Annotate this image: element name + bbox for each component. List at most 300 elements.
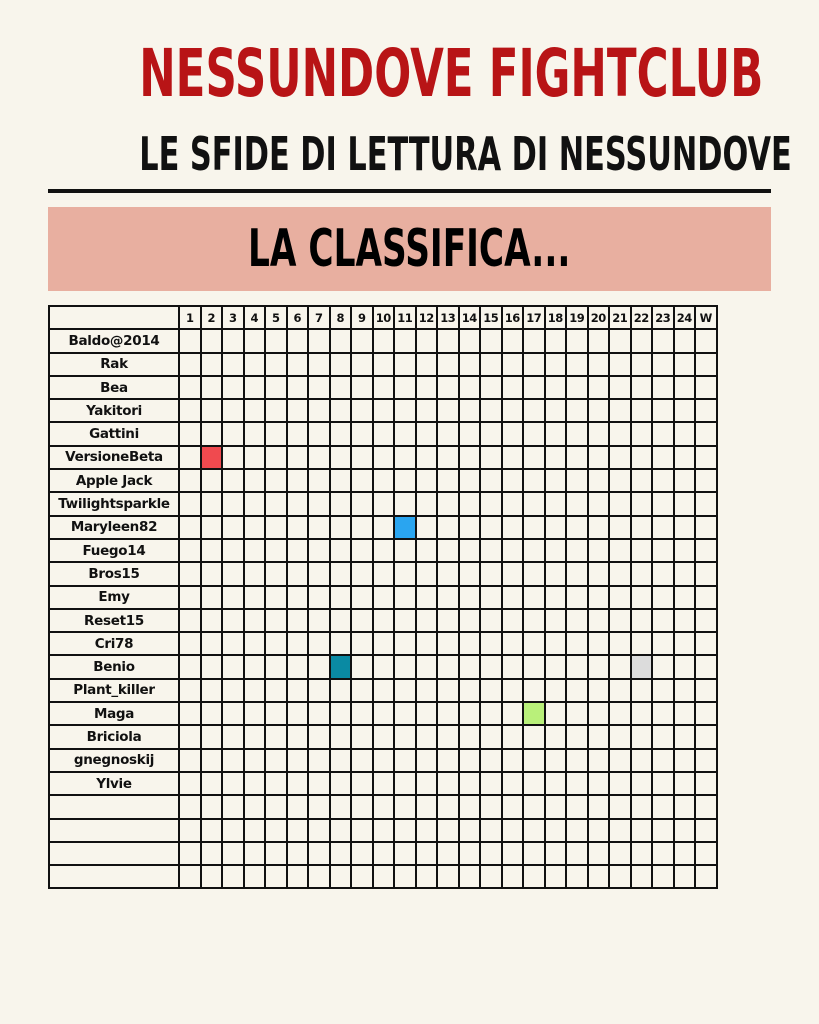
score-cell xyxy=(609,376,631,399)
ranking-table xyxy=(48,305,718,889)
score-cell xyxy=(222,399,244,422)
score-cell xyxy=(201,865,223,888)
score-cell xyxy=(222,679,244,702)
score-cell xyxy=(265,469,287,492)
score-cell xyxy=(394,655,416,678)
score-cell xyxy=(566,842,588,865)
page-subtitle: LE SFIDE DI LETTURA DI NESSUNDOVE xyxy=(139,127,792,181)
score-cell xyxy=(459,422,481,445)
score-cell xyxy=(287,399,309,422)
score-cell xyxy=(480,655,502,678)
score-cell xyxy=(631,586,653,609)
score-cell xyxy=(502,376,524,399)
score-cell xyxy=(695,469,717,492)
score-cell xyxy=(652,702,674,725)
score-cell xyxy=(287,725,309,748)
score-cell xyxy=(588,609,610,632)
score-cell xyxy=(437,772,459,795)
score-cell xyxy=(222,562,244,585)
score-cell xyxy=(222,655,244,678)
score-cell xyxy=(394,819,416,842)
score-cell xyxy=(631,562,653,585)
score-cell xyxy=(351,609,373,632)
score-cell xyxy=(566,422,588,445)
participant-name: Bea xyxy=(49,376,179,399)
score-cell xyxy=(502,492,524,515)
score-cell xyxy=(566,469,588,492)
score-cell xyxy=(631,772,653,795)
score-cell xyxy=(351,586,373,609)
score-cell xyxy=(502,749,524,772)
score-cell xyxy=(373,492,395,515)
score-cell xyxy=(609,725,631,748)
column-header: 6 xyxy=(287,306,309,329)
score-cell xyxy=(545,329,567,352)
score-cell xyxy=(545,725,567,748)
score-cell xyxy=(373,329,395,352)
score-cell xyxy=(373,376,395,399)
score-cell xyxy=(179,842,201,865)
score-cell xyxy=(330,609,352,632)
score-cell xyxy=(695,399,717,422)
score-cell xyxy=(566,586,588,609)
score-cell xyxy=(308,492,330,515)
score-cell xyxy=(179,702,201,725)
score-cell xyxy=(394,353,416,376)
score-cell xyxy=(523,353,545,376)
score-cell xyxy=(609,749,631,772)
score-cell xyxy=(652,819,674,842)
score-cell xyxy=(459,562,481,585)
score-cell xyxy=(222,702,244,725)
score-cell xyxy=(244,446,266,469)
score-cell xyxy=(523,865,545,888)
score-cell xyxy=(201,469,223,492)
score-cell xyxy=(351,749,373,772)
score-cell xyxy=(244,819,266,842)
score-cell xyxy=(674,842,696,865)
score-cell xyxy=(201,842,223,865)
score-cell xyxy=(631,516,653,539)
table-row xyxy=(49,492,717,515)
score-cell xyxy=(437,353,459,376)
score-cell xyxy=(308,422,330,445)
score-cell xyxy=(523,725,545,748)
score-cell xyxy=(373,819,395,842)
score-cell xyxy=(523,562,545,585)
score-cell xyxy=(523,679,545,702)
score-cell xyxy=(523,516,545,539)
score-cell xyxy=(437,539,459,562)
score-cell xyxy=(308,749,330,772)
score-cell xyxy=(201,329,223,352)
score-cell xyxy=(459,749,481,772)
score-cell xyxy=(287,819,309,842)
score-cell xyxy=(373,446,395,469)
score-cell xyxy=(287,749,309,772)
score-cell xyxy=(523,376,545,399)
score-cell xyxy=(480,353,502,376)
score-cell xyxy=(502,655,524,678)
score-cell xyxy=(351,562,373,585)
score-cell xyxy=(502,865,524,888)
score-cell xyxy=(308,329,330,352)
score-cell xyxy=(566,725,588,748)
score-cell xyxy=(502,469,524,492)
score-cell xyxy=(222,795,244,818)
score-cell xyxy=(287,586,309,609)
score-cell xyxy=(502,795,524,818)
score-cell xyxy=(502,702,524,725)
score-cell xyxy=(287,353,309,376)
table-row xyxy=(49,329,717,352)
score-cell xyxy=(545,376,567,399)
score-cell xyxy=(394,492,416,515)
score-cell xyxy=(265,772,287,795)
score-cell xyxy=(588,772,610,795)
score-cell xyxy=(480,842,502,865)
participant-name xyxy=(49,842,179,865)
score-cell xyxy=(222,469,244,492)
score-cell xyxy=(523,399,545,422)
score-cell xyxy=(652,539,674,562)
score-cell xyxy=(244,749,266,772)
score-cell xyxy=(609,679,631,702)
score-cell xyxy=(201,516,223,539)
score-cell xyxy=(674,446,696,469)
table-row xyxy=(49,446,717,469)
score-cell xyxy=(588,492,610,515)
column-header: 8 xyxy=(330,306,352,329)
score-cell xyxy=(502,725,524,748)
score-cell xyxy=(523,819,545,842)
column-header: 13 xyxy=(437,306,459,329)
score-cell xyxy=(201,492,223,515)
score-cell xyxy=(459,842,481,865)
score-cell xyxy=(330,679,352,702)
score-cell xyxy=(631,329,653,352)
score-cell xyxy=(351,422,373,445)
score-cell xyxy=(373,562,395,585)
score-cell xyxy=(566,492,588,515)
score-cell xyxy=(523,842,545,865)
score-cell xyxy=(373,679,395,702)
score-cell xyxy=(545,702,567,725)
score-cell xyxy=(609,772,631,795)
score-cell xyxy=(244,353,266,376)
table-row xyxy=(49,609,717,632)
column-header: 9 xyxy=(351,306,373,329)
score-cell xyxy=(437,749,459,772)
score-cell xyxy=(244,609,266,632)
score-cell xyxy=(222,865,244,888)
score-cell xyxy=(652,655,674,678)
score-cell xyxy=(287,772,309,795)
score-cell xyxy=(480,819,502,842)
score-cell xyxy=(631,376,653,399)
score-cell xyxy=(222,819,244,842)
score-cell xyxy=(330,422,352,445)
score-cell xyxy=(201,539,223,562)
score-cell xyxy=(394,725,416,748)
score-cell xyxy=(394,632,416,655)
score-cell xyxy=(674,562,696,585)
score-cell xyxy=(351,516,373,539)
score-cell xyxy=(394,865,416,888)
score-cell xyxy=(394,446,416,469)
score-cell xyxy=(244,422,266,445)
table-row xyxy=(49,865,717,888)
score-cell xyxy=(631,539,653,562)
score-cell xyxy=(674,516,696,539)
column-header: 22 xyxy=(631,306,653,329)
score-cell xyxy=(201,725,223,748)
score-cell xyxy=(588,842,610,865)
score-cell xyxy=(330,586,352,609)
score-cell xyxy=(459,819,481,842)
score-cell xyxy=(351,539,373,562)
score-cell xyxy=(459,655,481,678)
score-cell xyxy=(222,539,244,562)
table-row xyxy=(49,376,717,399)
score-cell xyxy=(308,446,330,469)
score-cell xyxy=(695,353,717,376)
score-cell xyxy=(265,353,287,376)
score-cell xyxy=(609,819,631,842)
score-cell xyxy=(545,842,567,865)
score-cell xyxy=(416,842,438,865)
score-cell xyxy=(609,492,631,515)
score-cell xyxy=(459,795,481,818)
score-cell xyxy=(437,632,459,655)
score-cell xyxy=(459,353,481,376)
score-cell xyxy=(394,586,416,609)
score-cell-marked xyxy=(201,446,223,469)
score-cell xyxy=(287,609,309,632)
participant-name: Ylvie xyxy=(49,772,179,795)
score-cell xyxy=(222,842,244,865)
score-cell xyxy=(330,516,352,539)
score-cell xyxy=(631,353,653,376)
score-cell xyxy=(588,725,610,748)
score-cell xyxy=(480,632,502,655)
score-cell xyxy=(179,492,201,515)
participant-name: Baldo@2014 xyxy=(49,329,179,352)
score-cell xyxy=(416,562,438,585)
score-cell xyxy=(652,353,674,376)
score-cell xyxy=(287,655,309,678)
score-cell-marked xyxy=(394,516,416,539)
score-cell xyxy=(179,353,201,376)
score-cell xyxy=(588,329,610,352)
score-cell xyxy=(502,586,524,609)
score-cell xyxy=(351,679,373,702)
score-cell xyxy=(566,772,588,795)
score-cell xyxy=(330,446,352,469)
score-cell xyxy=(308,772,330,795)
score-cell xyxy=(416,376,438,399)
score-cell xyxy=(545,819,567,842)
score-cell xyxy=(545,679,567,702)
score-cell xyxy=(222,422,244,445)
score-cell xyxy=(287,492,309,515)
score-cell xyxy=(695,795,717,818)
score-cell xyxy=(265,609,287,632)
banner-label: LA CLASSIFICA... xyxy=(248,219,571,279)
score-cell xyxy=(416,446,438,469)
score-cell xyxy=(566,749,588,772)
score-cell xyxy=(437,586,459,609)
score-cell xyxy=(330,353,352,376)
score-cell xyxy=(351,725,373,748)
score-cell xyxy=(545,422,567,445)
score-cell xyxy=(652,749,674,772)
participant-name: gnegnoskij xyxy=(49,749,179,772)
score-cell xyxy=(179,446,201,469)
score-cell xyxy=(287,516,309,539)
score-cell xyxy=(480,772,502,795)
score-cell xyxy=(416,679,438,702)
table-row xyxy=(49,795,717,818)
score-cell xyxy=(394,329,416,352)
score-cell xyxy=(373,516,395,539)
score-cell xyxy=(201,819,223,842)
score-cell xyxy=(459,492,481,515)
score-cell xyxy=(351,469,373,492)
score-cell xyxy=(394,679,416,702)
score-cell xyxy=(394,376,416,399)
participant-name xyxy=(49,865,179,888)
score-cell xyxy=(502,446,524,469)
score-cell xyxy=(459,679,481,702)
table-row xyxy=(49,422,717,445)
score-cell xyxy=(609,655,631,678)
table-row xyxy=(49,819,717,842)
score-cell xyxy=(459,446,481,469)
participant-name: Gattini xyxy=(49,422,179,445)
score-cell xyxy=(265,516,287,539)
score-cell xyxy=(588,469,610,492)
score-cell xyxy=(480,469,502,492)
participant-name: Apple Jack xyxy=(49,469,179,492)
score-cell xyxy=(459,539,481,562)
score-cell xyxy=(351,702,373,725)
score-cell xyxy=(609,539,631,562)
score-cell xyxy=(373,586,395,609)
score-cell xyxy=(459,376,481,399)
score-cell xyxy=(330,702,352,725)
score-cell xyxy=(695,702,717,725)
score-cell xyxy=(545,562,567,585)
score-cell xyxy=(351,842,373,865)
score-cell xyxy=(523,749,545,772)
score-cell xyxy=(695,865,717,888)
column-header: 4 xyxy=(244,306,266,329)
score-cell xyxy=(373,842,395,865)
score-cell xyxy=(201,679,223,702)
score-cell xyxy=(394,609,416,632)
score-cell xyxy=(416,469,438,492)
score-cell xyxy=(373,772,395,795)
header-row xyxy=(49,306,717,329)
score-cell xyxy=(609,632,631,655)
score-cell xyxy=(502,539,524,562)
score-cell xyxy=(609,329,631,352)
score-cell xyxy=(244,586,266,609)
column-header: 2 xyxy=(201,306,223,329)
score-cell xyxy=(201,586,223,609)
score-cell xyxy=(308,609,330,632)
score-cell xyxy=(523,632,545,655)
score-cell xyxy=(609,842,631,865)
score-cell xyxy=(416,422,438,445)
score-cell xyxy=(179,725,201,748)
score-cell xyxy=(674,725,696,748)
score-cell xyxy=(201,609,223,632)
table-row xyxy=(49,399,717,422)
score-cell xyxy=(330,842,352,865)
score-cell xyxy=(179,795,201,818)
score-cell xyxy=(222,772,244,795)
score-cell xyxy=(265,632,287,655)
score-cell xyxy=(566,609,588,632)
column-header: 5 xyxy=(265,306,287,329)
score-cell xyxy=(695,562,717,585)
score-cell xyxy=(631,632,653,655)
score-cell xyxy=(437,376,459,399)
score-cell xyxy=(480,516,502,539)
score-cell xyxy=(308,469,330,492)
score-cell xyxy=(480,399,502,422)
score-cell xyxy=(652,795,674,818)
participant-name: Plant_killer xyxy=(49,679,179,702)
score-cell xyxy=(394,469,416,492)
score-cell xyxy=(244,725,266,748)
score-cell xyxy=(695,819,717,842)
score-cell xyxy=(459,725,481,748)
score-cell xyxy=(416,655,438,678)
score-cell xyxy=(609,562,631,585)
score-cell xyxy=(566,329,588,352)
score-cell xyxy=(588,679,610,702)
score-cell xyxy=(652,516,674,539)
table-row xyxy=(49,772,717,795)
score-cell xyxy=(588,399,610,422)
score-cell xyxy=(416,399,438,422)
score-cell xyxy=(609,795,631,818)
score-cell xyxy=(330,725,352,748)
score-cell xyxy=(566,655,588,678)
score-cell xyxy=(674,353,696,376)
score-cell xyxy=(394,842,416,865)
score-cell xyxy=(502,422,524,445)
score-cell xyxy=(287,539,309,562)
column-header: 18 xyxy=(545,306,567,329)
score-cell xyxy=(523,772,545,795)
score-cell xyxy=(373,353,395,376)
score-cell xyxy=(545,469,567,492)
score-cell xyxy=(437,725,459,748)
score-cell xyxy=(502,632,524,655)
participant-name: Maga xyxy=(49,702,179,725)
score-cell xyxy=(437,492,459,515)
score-cell xyxy=(631,492,653,515)
score-cell xyxy=(330,562,352,585)
score-cell xyxy=(244,679,266,702)
score-cell xyxy=(545,539,567,562)
score-cell xyxy=(502,842,524,865)
score-cell xyxy=(480,586,502,609)
